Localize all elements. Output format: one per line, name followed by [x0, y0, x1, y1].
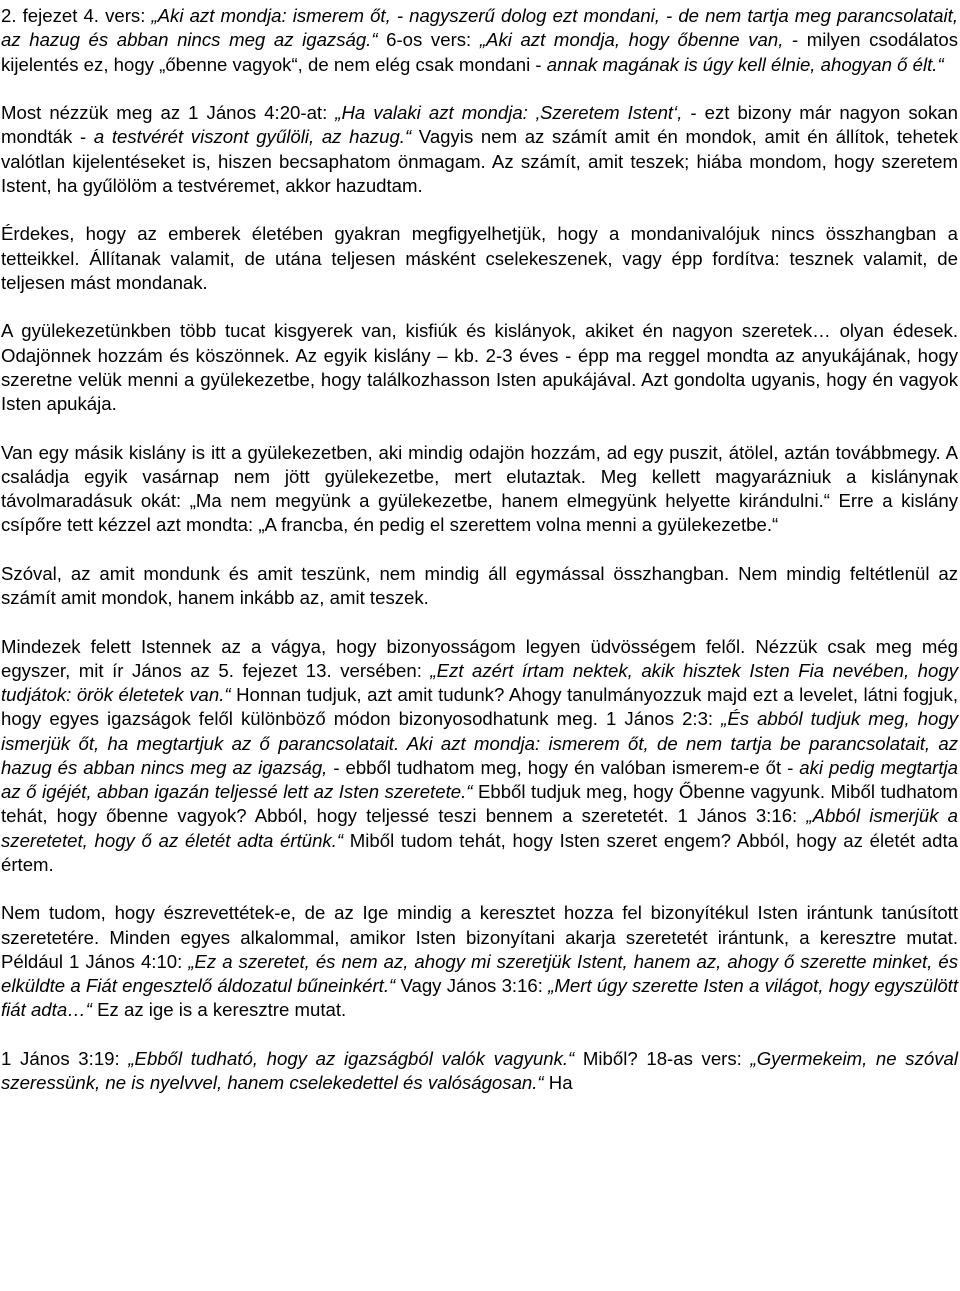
quote-run: annak magának is úgy kell élnie, ahogyan ő élt.“	[546, 53, 944, 75]
quote-run: „Abból ismerjük a szeretetet, hogy ő az életét adta értünk.“	[1, 805, 959, 851]
text-run: 1 János 3:19:	[1, 1047, 129, 1069]
text-run: 2. fejezet 4. vers:	[1, 5, 152, 26]
text-run: - ebből tudhatom meg, hogy én valóban ismerem-e őt -	[327, 756, 800, 778]
text-run: Miből tudom tehát, hogy Isten szeret engem? Abból, hogy az életét adta értem.	[1, 829, 958, 875]
text-run: Van egy másik kislány is itt a gyülekezetben, aki mindig odajön hozzám, ad egy puszit, átölel, aztán továbbmegy. A családja egyik vasárnap nem jött gyülekezetbe, mert elutaztak. Meg kellett magyarázniuk a kislánynak távolmaradásuk okát: „Ma nem megyünk a gyülekezetbe, hanem elmegyünk helyette kirándulni.“ Erre a kislány csípőre tett kézzel azt mondta: „A francba, én pedig el szerettem volna menni a gyülekezetbe.“	[1, 441, 958, 536]
paragraph-6	[1, 562, 958, 611]
quote-run: „Ebből tudható, hogy az igazságból valók vagyunk.“	[128, 1047, 575, 1069]
paragraph-5	[1, 441, 958, 538]
quote-run: aki pedig megtartja az ő igéjét, abban igazán teljessé lett az Isten szeretete.“	[1, 756, 959, 802]
text-run: Vagyis nem az számít amit én mondok, amit én állítok, tehetek valótlan kijelentéseket is, hiszen becsaphatom önmagam. Az számít, amit teszek; hiába mondom, hogy szeretem Istent, ha gyűlölöm a testvéremet, akkor hazudtam.	[1, 126, 959, 196]
quote-run: „Aki azt mondja, hogy őbenne van,	[479, 29, 784, 51]
text-run: Érdekes, hogy az emberek életében gyakran megfigyelhetjük, hogy a mondanivalójuk nincs összhangban a tetteikkel. Állítanak valamit, de utána teljesen másként cselekeszenek, vagy épp fordítva: tesznek valamit, de teljesen mást mondanak.	[1, 223, 958, 293]
quote-run: „Ezt azért írtam nektek, akik hisztek Isten Fia nevében, hogy tudjátok: örök életetek van.“	[1, 659, 958, 705]
text-run: Ez az ige is a keresztre mutat.	[91, 999, 347, 1021]
text-run: A gyülekezetünkben több tucat kisgyerek van, kisfiúk és kislányok, akiket én nagyon szeretek… olyan édesek. Odajönnek hozzám és köszönnek. Az egyik kislány – kb. 2-3 éves - épp ma reggel mondta az anyukájának, hogy szeretne velük menni a gyülekezetbe, hogy találkozhasson Isten apukájával. Azt gondolta ugyanis, hogy én vagyok Isten apukája.	[1, 320, 958, 414]
paragraph-8	[1, 901, 958, 1022]
paragraph-9	[1, 1047, 958, 1096]
text-run: - ezt bizony már nagyon sokan mondták -	[1, 102, 958, 148]
text-run: Nem tudom, hogy észrevettétek-e, de az Ige mindig a keresztet hozza fel bizonyítékul Isten irántunk tanúsított szeretetére. Minden egyes alkalommal, amikor Isten bizonyítani akarja szeretetét irántunk, a keresztre mutat. Például 1 János 4:10:	[1, 902, 958, 972]
paragraph-2	[1, 101, 958, 198]
text-run: Ebből tudjuk meg, hogy Őbenne vagyunk. Miből tudhatom tehát, hogy őbenne vagyok? Abból, hogy teljessé teszi bennem a szeretetét. 1 János 3:16:	[1, 781, 958, 827]
paragraph-4	[1, 319, 958, 416]
paragraph-1	[1, 4, 958, 77]
paragraph-7	[1, 635, 958, 878]
text-run: Honnan tudjuk, azt amit tudunk? Ahogy tanulmányozzuk majd ezt a levelet, látni fogjuk, hogy egyes igazságok felől különböző módon bizonyosodhatunk meg. 1 János 2:3:	[1, 684, 958, 730]
text-run: - milyen csodálatos kijelentés ez, hogy „őbenne vagyok“, de nem elég csak mondani -	[1, 29, 958, 75]
text-run: Miből? 18-as vers:	[574, 1047, 751, 1069]
quote-run: „Aki azt mondja: ismerem őt, - nagyszerű dolog ezt mondani, - de nem tartja meg parancsolatait, az hazug és abban nincs meg az igazság.“	[1, 5, 958, 51]
document-body	[1, 4, 958, 1095]
text-run: 6-os vers:	[377, 29, 480, 51]
text-run: Szóval, az amit mondunk és amit teszünk, nem mindig áll egymással összhangban. Nem mindig feltétlenül az számít amit mondok, hanem inkább az, amit teszek.	[1, 562, 958, 608]
text-run: Most nézzük meg az 1 János 4:20-at:	[1, 102, 336, 123]
quote-run: „Ha valaki azt mondja: ‚Szeretem Istent‘,	[335, 102, 683, 123]
paragraph-3	[1, 222, 958, 295]
text-run: Vagy János 3:16:	[395, 975, 549, 996]
quote-run: „És abból tudjuk meg, hogy ismerjük őt, ha megtartjuk az ő parancsolatait. Aki azt mondja: ismerem őt, de nem tartja be parancsolatait, az hazug és abban nincs meg az igazság,	[1, 708, 958, 778]
quote-run: a testvérét viszont gyűlöli, az hazug.“	[93, 126, 412, 148]
text-run: Ha	[543, 1072, 573, 1093]
quote-run: „Mert úgy szerette Isten a világot, hogy egyszülött fiát adta…“	[1, 975, 959, 1021]
text-run: Mindezek felett Istennek az a vágya, hogy bizonyosságom legyen üdvösségem felől. Nézzük csak meg még egyszer, mit ír János az 5. fejezet 13. versében:	[1, 635, 958, 681]
quote-run: „Gyermekeim, ne szóval szeressünk, ne is nyelvvel, hanem cselekedettel és valóságosan.“	[1, 1047, 958, 1093]
quote-run: „Ez a szeretet, és nem az, ahogy mi szeretjük Istent, hanem az, ahogy ő szerette minket, és elküldte a Fiát engesztelő áldozatul bűneinkért.“	[1, 950, 958, 996]
